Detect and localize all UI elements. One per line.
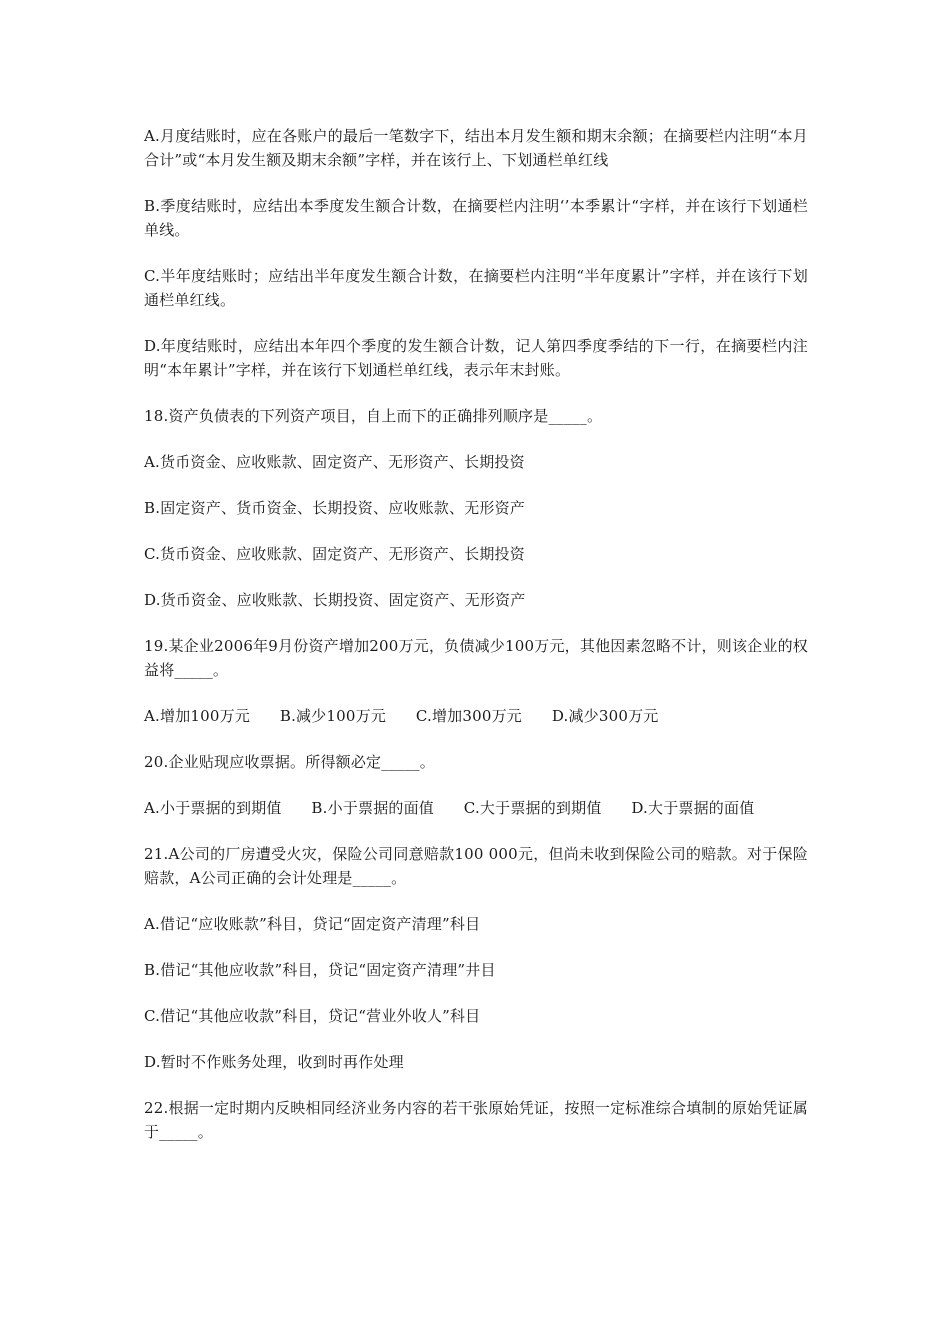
question-18-option-c: C.货币资金、应收账款、固定资产、无形资产、长期投资 <box>144 545 525 563</box>
option-d-annual-closing: D.年度结账时，应结出本年四个季度的发生额合计数，记人第四季度季结的下一行，在摘要栏内注明“本年累计”字样，并在该行下划通栏单红线，表示年末封账。 <box>144 337 808 379</box>
question-21: 21.A公司的厂房遭受火灾，保险公司同意赔款100 000元，但尚未收到保险公司的赔款。对于保险赔款，A公司正确的会计处理是_____。 <box>144 845 808 887</box>
question-18-option-b: B.固定资产、货币资金、长期投资、应收账款、无形资产 <box>144 499 525 517</box>
question-19-options: A.增加100万元 B.减少100万元 C.增加300万元 D.减少300万元 <box>144 707 659 725</box>
question-18-option-d: D.货币资金、应收账款、长期投资、固定资产、无形资产 <box>144 591 526 609</box>
question-19: 19.某企业2006年9月份资产增加200万元，负债减少100万元，其他因素忽略不计，则该企业的权益将_____。 <box>144 637 808 679</box>
question-18: 18.资产负债表的下列资产项目，自上而下的正确排列顺序是_____。 <box>144 407 603 425</box>
document-page <box>144 124 808 1166</box>
option-a-monthly-closing: A.月度结账时，应在各账户的最后一笔数字下，结出本月发生额和期末余额；在摘要栏内注明“本月合计”或“本月发生额及期末余额”字样，并在该行上、下划通栏单红线 <box>144 127 808 169</box>
question-21-option-b: B.借记“其他应收款”科目，贷记“固定资产清理”井目 <box>144 961 496 979</box>
option-b-quarterly-closing: B.季度结账时，应结出本季度发生额合计数，在摘要栏内注明‘’本季累计“字样，并在该行下划通栏单线。 <box>144 197 808 239</box>
question-21-option-d: D.暂时不作账务处理，收到时再作处理 <box>144 1053 404 1071</box>
question-22: 22.根据一定时期内反映相同经济业务内容的若干张原始凭证，按照一定标准综合填制的原始凭证属于_____。 <box>144 1099 808 1141</box>
option-c-half-year-closing: C.半年度结账时；应结出半年度发生额合计数，在摘要栏内注明“半年度累计”字样，并在该行下划通栏单红线。 <box>144 267 808 309</box>
question-20: 20.企业贴现应收票据。所得额必定_____。 <box>144 753 435 771</box>
question-18-option-a: A.货币资金、应收账款、固定资产、无形资产、长期投资 <box>144 453 525 471</box>
question-21-option-a: A.借记“应收账款”科目，贷记“固定资产清理”科目 <box>144 915 481 933</box>
question-21-option-c: C.借记“其他应收款”科目，贷记“营业外收人”科目 <box>144 1007 481 1025</box>
question-20-options: A.小于票据的到期值 B.小于票据的面值 C.大于票据的到期值 D.大于票据的面值 <box>144 799 755 817</box>
